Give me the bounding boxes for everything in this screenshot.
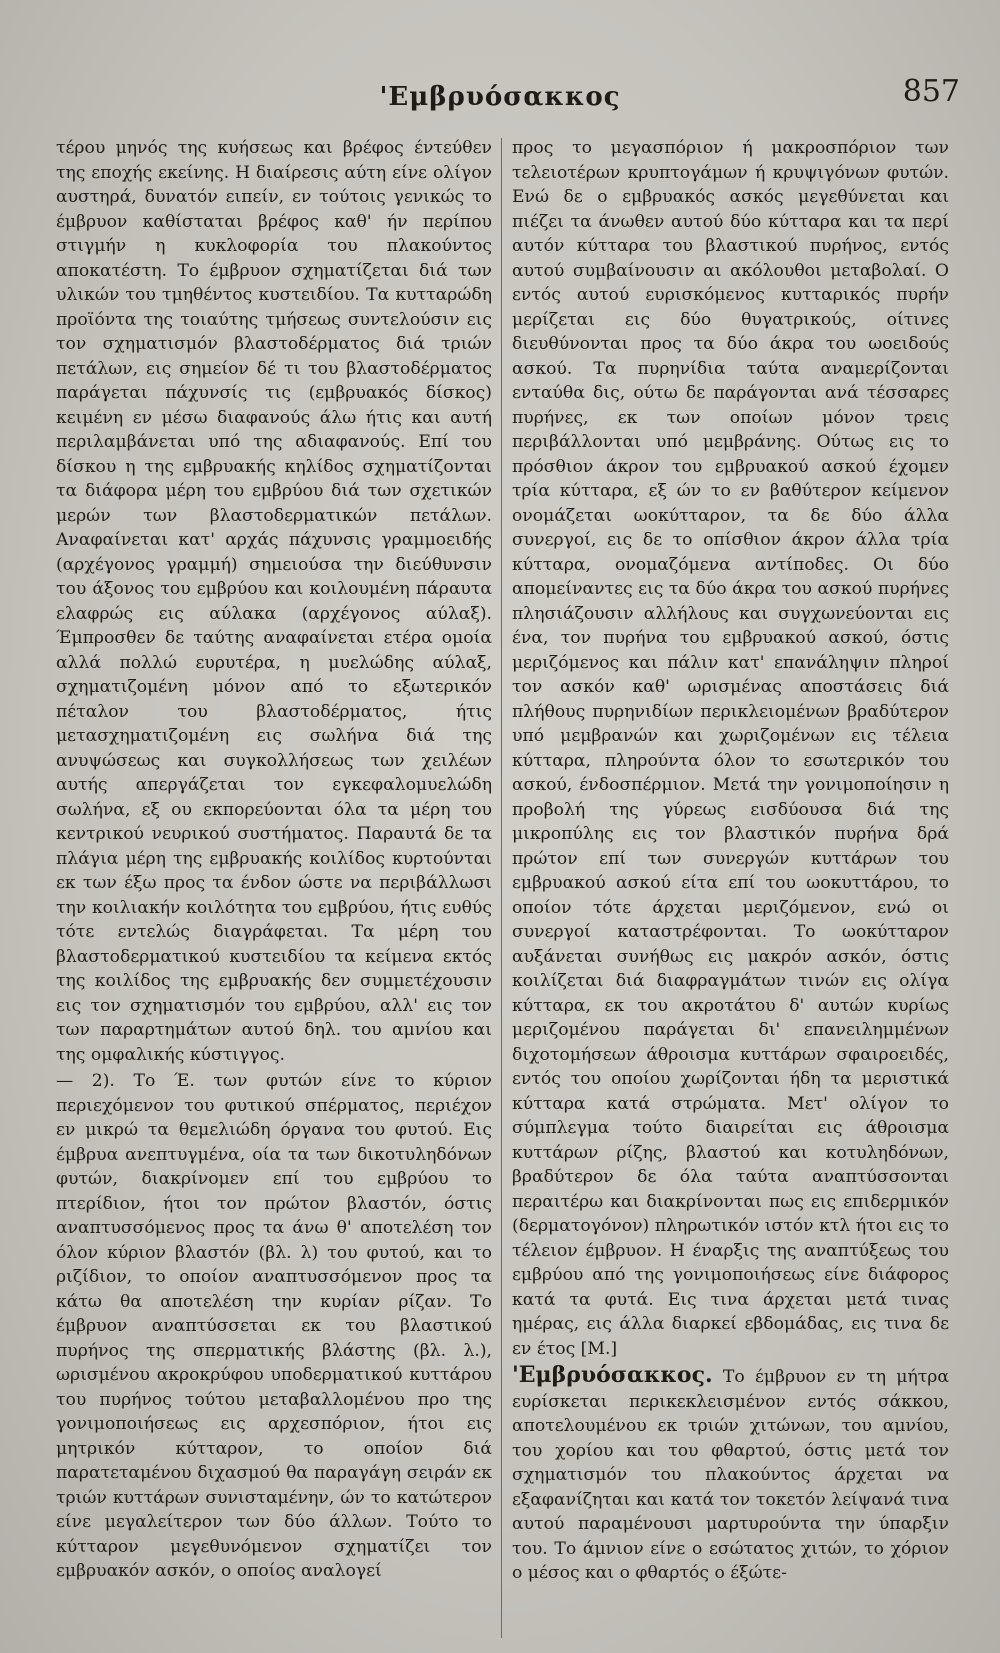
page-number: 857 xyxy=(902,74,960,109)
left-column xyxy=(56,136,492,1584)
entry-body: Το έμβρυον εν τη μήτρα ευρίσκεται περικεκλεισμένον εντός σάκκου, αποτελουμένου εκ τριών χιτώνων, του αμνίου, του χορίου και του φθαρτού, όστις μετά τον σχηματισμόν του πλακούντος άρχεται να εξαφανίζηται και κατά τον τοκετόν λείψανά τινα αυτού παραμένουσι μαρτυρούντα την ύπαρξιν του. Το άμνιον είνε ο εσώτατος χιτών, το χόριον ο μέσος και ο φθαρτός ο έξώτε- xyxy=(512,1367,949,1583)
page-title: 'Εμβρυόσακκος xyxy=(379,82,621,112)
left-paragraph-2: — 2). Το Έ. των φυτών είνε το κύριον περιεχόμενον του φυτικού σπέρματος, περιέχον εν μικρώ τα θεμελιώδη όργανα του φυτού. Εις έμβρυα ανεπτυγμένα, οία τα των δικοτυληδόνων φυτών, διακρίνομεν επί του εμβρύου το πτερίδιον, ήτοι τον πρώτον βλαστόν, όστις αναπτυσσόμενος προς τα άνω θ' αποτελέση τον όλον κύριον βλαστόν (βλ. λ) του φυτού, και το ριζίδιον, το οποίον αναπτυσσόμενον προς τα κάτω θα αποτελέση την κυρίαν ρίζαν. Το έμβρυον αναπτύσσεται εκ του βλαστικού πυρήνος της σπερματικής βλάστης (βλ. λ.), ωρισμένου ακροκρύφου υποδερματικού κυττάρου του πυρήνος τούτου μεταβαλλομένου προ της γονιμοποιήσεως εις αρχεσπόριον, ήτοι εις μητρικόν κύτταρον, το οποίον διά παρατεταμένου διχασμού θα παραγάγη σειράν εκ τριών κυττάρων συνισταμένην, ών το κατώτερον είνε μεγαλείτερον των δύο άλλων. Τούτο το κύτταρον μεγεθυνόμενον σχηματίζει τον εμβρυακόν ασκόν, ο οποίος αναλογεί xyxy=(56,1071,492,1581)
right-entry xyxy=(512,1363,949,1586)
entry-heading: 'Εμβρυόσακκος. xyxy=(512,1362,713,1388)
left-paragraph-1: τέρου μηνός της κυήσεως και βρέφος έντεύθεν της εποχής εκείνης. Η διαίρεσις αύτη είνε ολίγον αυστηρά, δυνατόν ειπείν, εν τούτοις γενικώς το έμβρυον καθίσταται βρέφος καθ' ήν περίπου στιγμήν η κυκλοφορία του πλακούντος αποκατέστη. Το έμβρυον σχηματίζεται διά των υλικών του τμηθέντος κυστειδίου. Τα κυτταρώδη προϊόντα της τοιαύτης τμήσεως συντελούσιν εις τον σχηματισμόν βλαστοδέρματος διά τριών πετάλων, εις σημείον δέ τι του βλαστοδέρματος παράγεται πάχυνσίς τις (εμβρυακός δίσκος) κειμένη εν μέσω διαφανούς άλω ήτις και αυτή περιλαμβάνεται υπό της αδιαφανούς. Επί του δίσκου η της εμβρυακής κηλίδος σχηματίζονται τα διάφορα μέρη του εμβρύου διά των σχετικών μερών των βλαστοδερματικών πετάλων. Αναφαίνεται κατ' αρχάς πάχυνσις γραμμοειδής (αρχέγονος γραμμή) σημειούσα την διεύθυνσιν του άξονος του εμβρύου και κοιλουμένη πάραυτα ελαφρώς εις αύλακα (αρχέγονος αύλαξ). Έμπροσθεν δε ταύτης αναφαίνεται ετέρα ομοία αλλά πολλώ ευρυτέρα, η μυελώδης αύλαξ, σχηματιζομένη μόνον από το εξωτερικόν πέταλον του βλαστοδέρματος, ήτις μετασχηματιζομένη εις σωλήνα διά της ανυψώσεως και συγκολλήσεως των χειλέων αυτής απεργάζεται τον εγκεφαλομυελώδη σωλήνα, εξ ου εκπορεύονται όλα τα μέρη του κεντρικού νευρικού συστήματος. Παραυτά δε τα πλάγια μέρη της εμβρυακής κοιλίδος κυρτούνται εκ των έξω προς τα ένδον ώστε να περιβάλλωσι την κοιλιακήν κοιλότητα του εμβρύου, ήτις ευθύς τότε εντελώς διαγράφεται. Τα μέρη του βλαστοδερματικού κυστειδίου τα κείμενα εκτός της κοιλίδος της εμβρυακής δεν συμμετέχουσιν εις τον σχηματισμόν του εμβρύου, αλλ' εις τον των παραρτημάτων αυτού δηλ. του αμνίου και της ομφαλικής κύστιγγος. xyxy=(56,138,492,1065)
right-paragraph-1: προς το μεγασπόριον ή μακροσπόριον των τελειοτέρων κρυπτογάμων ή κρυψιγόνων φυτών. Ενώ δε ο εμβρυακός ασκός μεγεθύνεται και πιέζει τα άνωθεν αυτού δύο κύτταρα και τα περί αυτόν κύτταρα του βλαστικού πυρήνος, εντός αυτού συμβαίνουσιν αι ακόλουθοι μεταβολαί. Ο εντός αυτού ευρισκόμενος κυτταρικός πυρήν μερίζεται εις δύο θυγατρικούς, οίτινες διευθύνονται προς τα δύο άκρα του ωοειδούς ασκού. Τα πυρηνίδια ταύτα αναμερίζονται ενταύθα δις, ούτω δε παράγονται ανά τέσσαρες πυρήνες, εκ των οποίων μόνον τρεις περιβάλλονται υπό μεμβράνης. Ούτως εις το πρόσθιον άκρον του εμβρυακού ασκού έχομεν τρία κύτταρα, εξ ών το εν βαθύτερον κείμενον ονομάζεται ωοκύτταρον, τα δε δύο άλλα συνεργοί, εις δε το οπίσθιον άκρον άλλα τρία κύτταρα, ονομαζόμενα αντίποδες. Οι δύο απομείναντες εις τα δύο άκρα του ασκού πυρήνες πλησιάζουσιν αλλήλους και συγχωνεύονται εις ένα, τον πυρήνα του εμβρυακού ασκού, όστις μεριζόμενος και πάλιν κατ' επανάληψιν πληροί τον ασκόν καθ' ωρισμένας αποστάσεις διά πλήθους πυρηνιδίων περικλειομένων βραδύτερον υπό μεμβρανών και χωριζομένων εις τέλεια κύτταρα, πληρούντα όλον το εσωτερικόν του ασκού, ένδοσπέρμιον. Μετά την γονιμοποίησιν η προβολή της γύρεως εισδύουσα διά της μικροπύλης εις τον βλαστικόν πυρήνα δρά πρώτον επί των συνεργών κυττάρων του εμβρυακού ασκού είτα επί του ωοκυττάρου, το οποίον τότε άρχεται μεριζόμενον, ενώ οι συνεργοί καταστρέφονται. Το ωοκύτταρον αυξάνεται συνήθως εις μακρόν ασκόν, όστις κοιλίζεται διά διαφραγμάτων τινών εις ολίγα κύτταρα, εκ του ακροτάτου δ' αυτών κυρίως μεριζομένου παράγεται δι' επανειλημμένων διχοτομήσεων άθροισμα κυττάρων σφαιροειδές, εντός του οποίου χωρίζονται ήδη τα μεριστικά κύτταρα κατά στρώματα. Μετ' ολίγον το σύμπλεγμα τούτο διαιρείται εις άθροισμα κυττάρων ρίζης, βλαστού και κοτυληδόνων, βραδύτερον δε όλα ταύτα αναπτύσσονται περαιτέρω και διακρίνονται πως εις επιδερμικόν (δερματογόνον) πληρωτικόν ιστόν κτλ ήτοι εις το τέλειον έμβρυον. Η έναρξις της αναπτύξεως του εμβρύου από της γονιμοποιήσεως είνε διάφορος κατά τα φυτά. Εις τινα άρχεται μετά τινας ημέρας, εις άλλα διαρκεί εβδομάδας, εις τινα δε εν έτος [Μ.] xyxy=(512,138,949,1359)
right-column xyxy=(512,136,949,1586)
column-divider xyxy=(501,138,502,1638)
